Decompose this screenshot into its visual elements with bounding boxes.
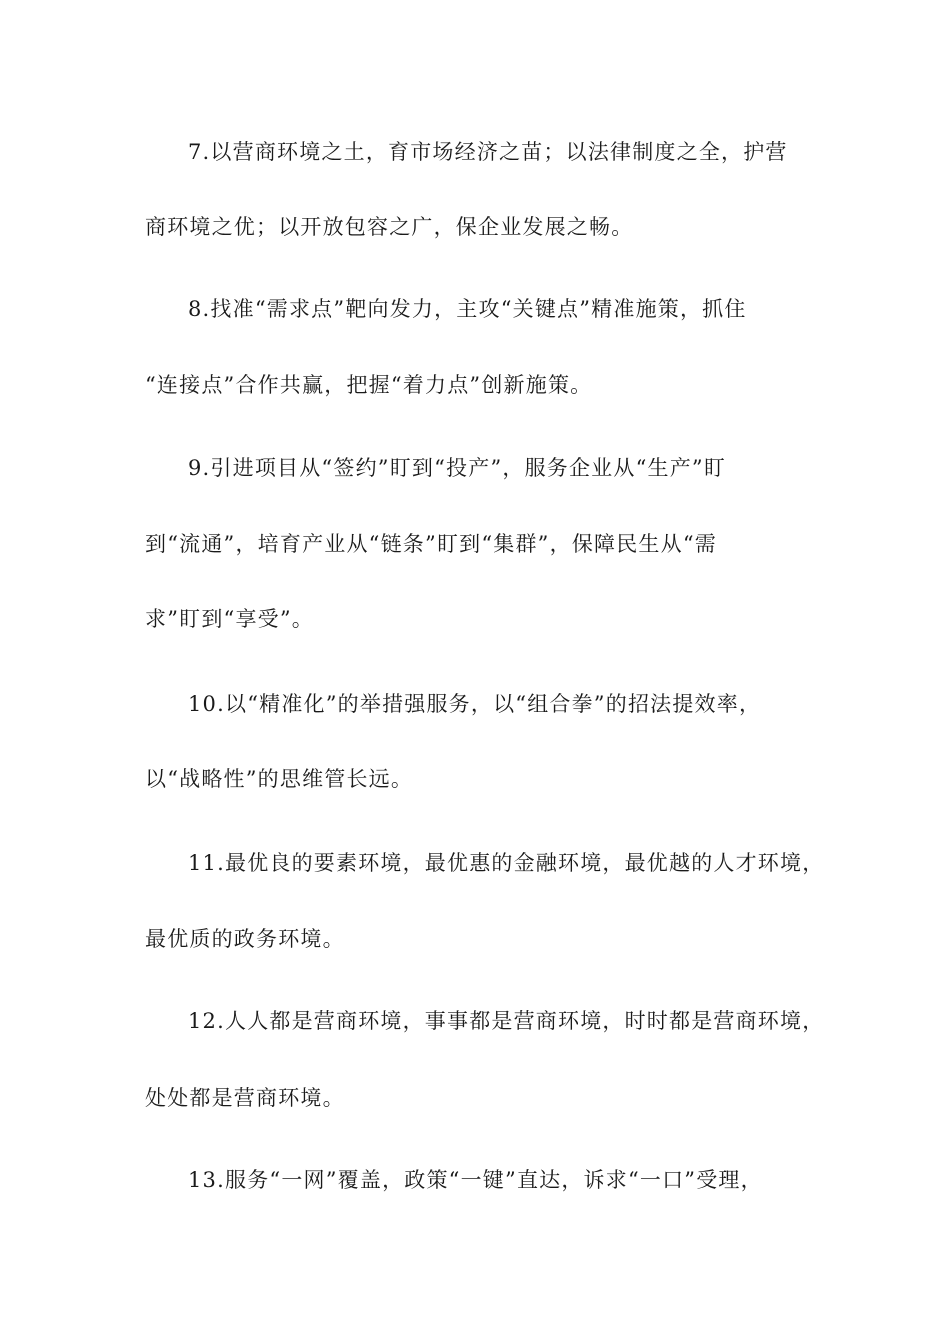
paragraph-9-line-1: 9.引进项目从“签约”盯到“投产”，服务企业从“生产”盯 [188,456,727,480]
paragraph-9-line-3: 求”盯到“享受”。 [145,607,315,631]
paragraph-12-line-1: 12.人人都是营商环境，事事都是营商环境，时时都是营商环境， [188,1009,825,1033]
paragraph-12-line-2: 处处都是营商环境。 [145,1086,345,1110]
paragraph-9-line-2: 到“流通”，培育产业从“链条”盯到“集群”，保障民生从“需 [145,532,717,556]
paragraph-10-line-1: 10.以“精准化”的举措强服务，以“组合拳”的招法提效率， [188,692,762,716]
paragraph-8-line-2: “连接点”合作共赢，把握“着力点”创新施策。 [145,373,593,397]
paragraph-11-line-1: 11.最优良的要素环境，最优惠的金融环境，最优越的人才环境， [188,851,825,875]
paragraph-11-line-2: 最优质的政务环境。 [145,927,345,951]
paragraph-8-line-1: 8.找准“需求点”靶向发力，主攻“关键点”精准施策，抓住 [188,297,747,321]
paragraph-7-line-2: 商环境之优；以开放包容之广，保企业发展之畅。 [145,215,634,239]
paragraph-10-line-2: 以“战略性”的思维管长远。 [145,767,414,791]
paragraph-7-line-1: 7.以营商环境之土，育市场经济之苗；以法律制度之全，护营 [188,140,788,164]
paragraph-13-line-1: 13.服务“一网”覆盖，政策“一键”直达，诉求“一口”受理， [188,1168,763,1192]
